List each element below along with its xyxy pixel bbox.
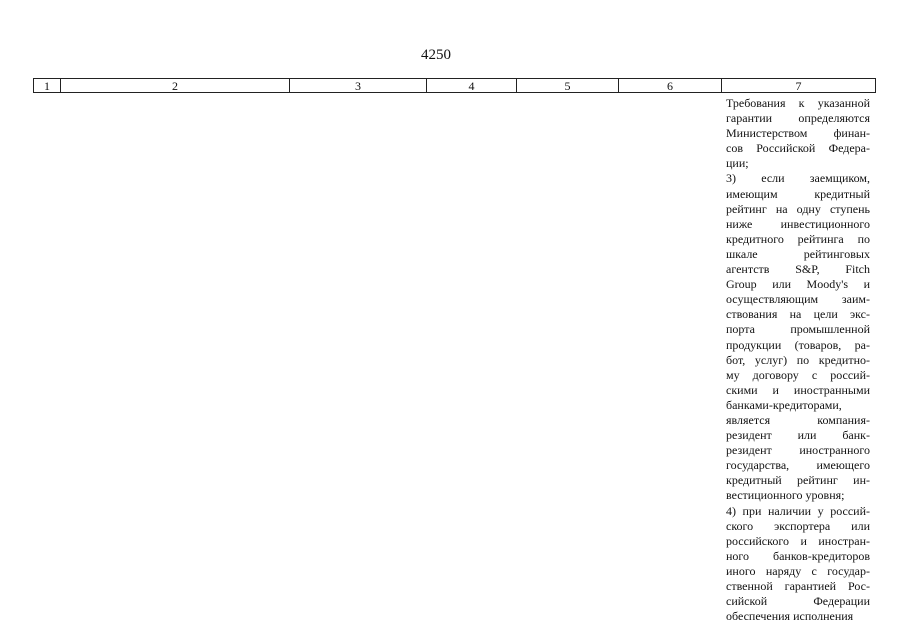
page-number: 4250 xyxy=(421,47,451,63)
column-7-line: обеспечения исполнения xyxy=(726,609,854,624)
column-7-line: гарантии определяются xyxy=(726,111,870,126)
column-7-line: Group или Moody's и xyxy=(726,277,870,292)
column-3-number: 3 xyxy=(290,79,427,93)
column-7-line: ственной гарантией Рос- xyxy=(726,579,870,593)
column-6-number: 6 xyxy=(619,79,722,93)
column-7-line: му договору с россий- xyxy=(726,367,870,382)
column-4-number: 4 xyxy=(427,79,517,93)
column-7-line: 3) если заемщиком, xyxy=(726,171,870,186)
column-7-line: иного наряду с государ- xyxy=(726,563,870,578)
column-7-line: является компания- xyxy=(726,412,870,427)
column-7-line: осуществляющим заим- xyxy=(726,292,870,307)
column-7-line: кредитного рейтинга по xyxy=(726,231,870,246)
column-7-line: российского и иностран- xyxy=(726,533,870,548)
column-2-number: 2 xyxy=(61,79,290,93)
column-7-line: шкале рейтинговых xyxy=(726,246,870,261)
column-7-line: агентств S&P, Fitch xyxy=(726,262,870,277)
column-7-line: банками-кредиторами, xyxy=(726,397,842,412)
column-7-number: 7 xyxy=(722,79,876,93)
column-7-line: бот, услуг) по кредитно- xyxy=(726,352,870,367)
column-7-line: рейтинг на одну ступень xyxy=(726,201,870,216)
column-7-line: ствования на цели экс- xyxy=(726,307,870,322)
column-number-header xyxy=(33,78,876,93)
column-7-line: резидент или банк- xyxy=(726,428,870,443)
column-5-number: 5 xyxy=(517,79,619,93)
column-7-line: вестиционного уровня; xyxy=(726,488,845,503)
column-7-line: ского экспортера или xyxy=(726,518,870,533)
column-7-line: сов Российской Федера- xyxy=(726,141,870,156)
column-7-line: Требования к указанной xyxy=(726,96,870,110)
column-7-line: имеющим кредитный xyxy=(726,186,870,201)
column-7-line: государства, имеющего xyxy=(726,458,870,473)
column-7-line: продукции (товаров, ра- xyxy=(726,337,870,352)
column-1-number: 1 xyxy=(34,79,61,93)
column-7-line: ного банков-кредиторов xyxy=(726,548,870,563)
column-7-line: кредитный рейтинг ин- xyxy=(726,473,870,488)
column-7-line: 4) при наличии у россий- xyxy=(726,503,870,518)
header-row xyxy=(34,79,876,93)
column-7-line: порта промышленной xyxy=(726,322,870,337)
column-7-line: ниже инвестиционного xyxy=(726,216,870,231)
column-7-line: Министерством финан- xyxy=(726,126,870,141)
column-7-line: ции; xyxy=(726,156,749,171)
column-7-line: резидент иностранного xyxy=(726,443,870,458)
column-7-text xyxy=(726,96,870,624)
column-7-line: сийской Федерации xyxy=(726,594,870,609)
column-7-line: скими и иностранными xyxy=(726,382,870,397)
